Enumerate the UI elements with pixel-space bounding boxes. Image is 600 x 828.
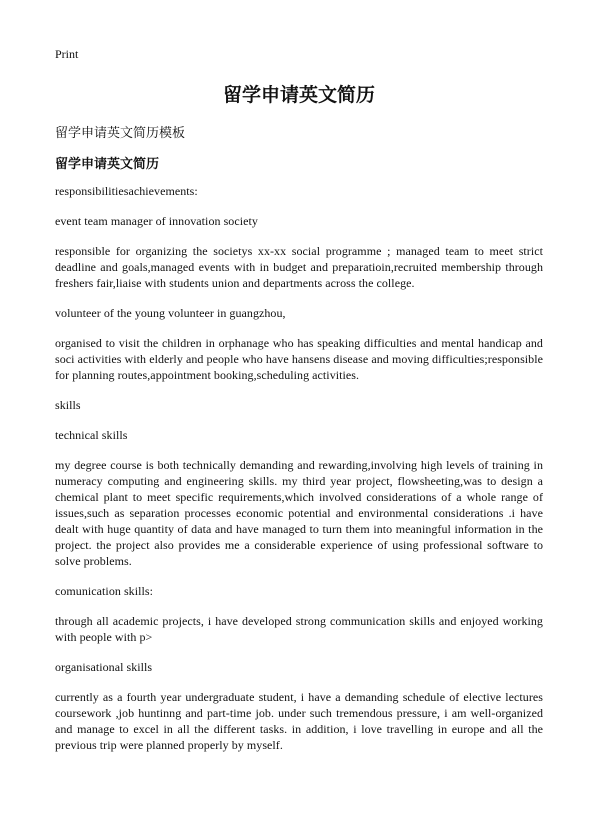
paragraph-organisational-skills: currently as a fourth year undergraduate student, i have a demanding schedule of elective lectures coursework ,job huntinng and part-time job. under such tremendous pressure, i am well-organized and manage to excel in all the different tasks. in addition, i love travelling in europe and all the previous trip were planned properly by myself. — [55, 690, 543, 752]
document-title: 留学申请英文简历 — [222, 84, 375, 106]
paragraph-volunteer-details: organised to visit the children in orphanage who has speaking difficulties and mental handicap and soci activities with elderly and people who have hansens disease and moving difficulties;responsible for planning routes,appointment booking,scheduling activities. — [55, 336, 543, 382]
paragraph-communication-heading: comunication skills: — [55, 584, 153, 598]
paragraph-technical-skills-heading: technical skills — [55, 428, 128, 442]
paragraph-organisational-heading: organisational skills — [55, 660, 153, 674]
print-link[interactable]: Print — [55, 47, 79, 61]
document-body — [55, 183, 543, 767]
paragraph-technical-skills: my degree course is both technically demanding and rewarding,involving high levels of training in numeracy computing and engineering skills. my third year project, flowsheeting,was to design a chemical plant to meet specific requirements,which involved considerations of a whole range of issues,such as separation processes economic potential and environmental considerations .i have dealt with huge quantity of data and have managed to turn them into meaningful information in the project. the project also provides me a considerable experience of using professional software to solve problems. — [55, 458, 543, 568]
paragraph-responsibilities-heading: responsibilitiesachievements: — [55, 184, 198, 198]
section-title: 留学申请英文简历 — [55, 157, 160, 172]
document-subtitle: 留学申请英文简历模板 — [55, 126, 186, 141]
paragraph-event-responsibilities: responsible for organizing the societys xx-xx social programme ; managed team to meet strict deadline and goals,managed events with in budget and preparatioin,recruited membership through freshers fair,liaise with students union and departments across the college. — [55, 244, 543, 290]
paragraph-volunteer-heading: volunteer of the young volunteer in guangzhou, — [55, 306, 286, 320]
paragraph-event-team-manager: event team manager of innovation society — [55, 214, 258, 228]
paragraph-communication-skills: through all academic projects, i have developed strong communication skills and enjoyed working with people with p> — [55, 614, 543, 644]
paragraph-skills-heading: skills — [55, 398, 81, 412]
